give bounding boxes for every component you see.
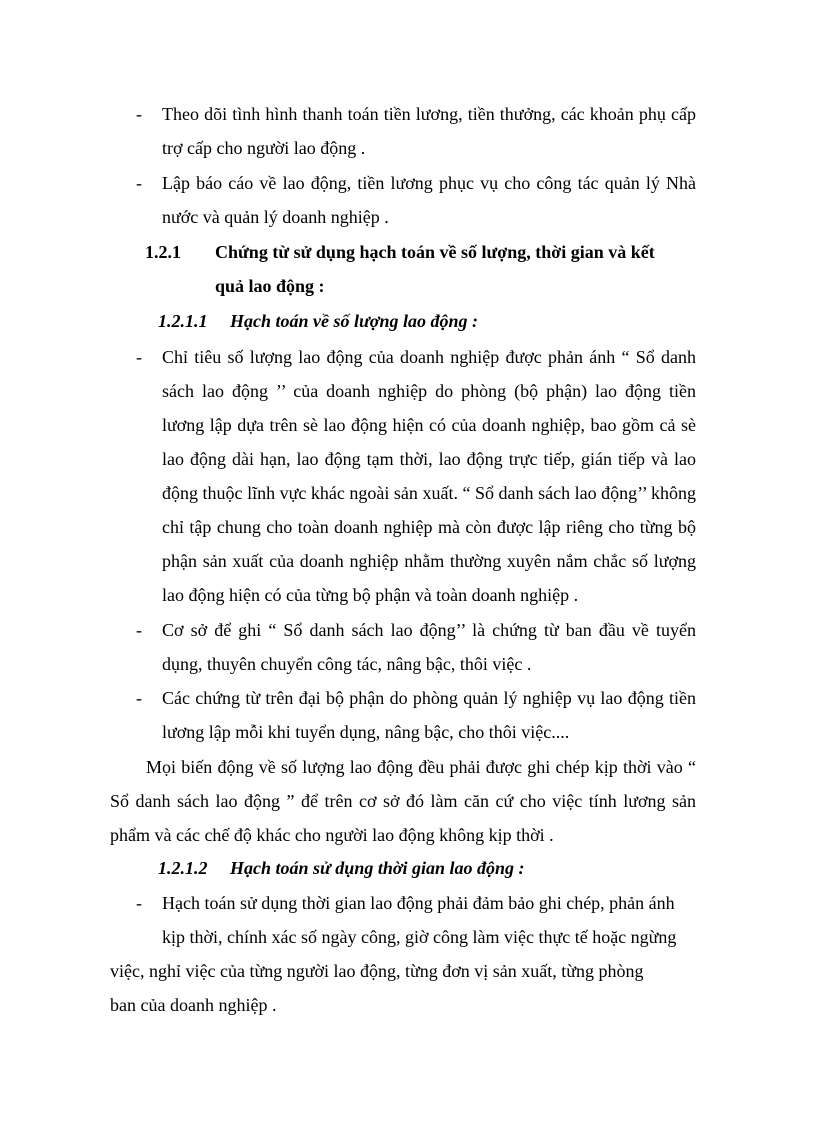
bullet-text-line: việc, nghỉ việc của từng người lao động, từng đơn vị sản xuất, từng phòng xyxy=(110,961,644,981)
subsection-number: 1.2.1.1 xyxy=(158,311,208,331)
list-item xyxy=(136,613,696,681)
bullet-dash: - xyxy=(136,104,142,124)
section-number: 1.2.1 xyxy=(145,242,181,262)
bullet-dash: - xyxy=(136,173,142,193)
list-item xyxy=(136,681,696,749)
subsection-title: Hạch toán về số lượng lao động : xyxy=(230,311,478,331)
list-item xyxy=(136,166,696,234)
subsection-number: 1.2.1.2 xyxy=(158,858,208,878)
bullet-text: Cơ sở để ghi “ Sổ danh sách lao động’’ là chứng từ ban đầu về tuyển dụng, thuyên chuyển công tác, nâng bậc, thôi việc . xyxy=(162,620,696,674)
bullet-text: Theo dõi tình hình thanh toán tiền lương, tiền thưởng, các khoản phụ cấp trợ cấp cho người lao động . xyxy=(162,104,696,158)
bullet-dash: - xyxy=(136,688,142,708)
bullet-dash: - xyxy=(136,893,142,913)
bullet-text: Các chứng từ trên đại bộ phận do phòng quản lý nghiệp vụ lao động tiền lương lập mỗi khi tuyển dụng, nâng bậc, cho thôi việc.... xyxy=(162,688,696,742)
bullet-text-line: kịp thời, chính xác số ngày công, giờ công làm việc thực tế hoặc ngừng xyxy=(162,927,677,947)
bullet-text-line: ban của doanh nghiệp . xyxy=(110,995,277,1015)
list-item xyxy=(136,340,696,612)
body-paragraph: Mọi biến động về số lượng lao động đều phải được ghi chép kịp thời vào “ Sổ danh sách lao động ” để trên cơ sở đó làm căn cứ cho việc tính lương sản phẩm và các chế độ khác cho người lao động không kịp thời . xyxy=(110,757,696,845)
bullet-text: Chỉ tiêu số lượng lao động của doanh nghiệp được phản ánh “ Sổ danh sách lao động ’’ của doanh nghiệp do phòng (bộ phận) lao động tiền lương lập dựa trên sè lao động hiện có của doanh nghiệp, bao gồm cả sè lao động dài hạn, lao động tạm thời, lao động trực tiếp, gián tiếp và lao động thuộc lĩnh vực khác ngoài sản xuất. “ Sổ danh sách lao động’’ không chỉ tập chung cho toàn doanh nghiệp mà còn được lập riêng cho từng bộ phận sản xuất của doanh nghiệp nhằm thường xuyên nắm chắc số lượng lao động hiện có của từng bộ phận và toàn doanh nghiệp . xyxy=(162,347,696,605)
bullet-text-line: Hạch toán sử dụng thời gian lao động phải đảm bảo ghi chép, phản ánh xyxy=(162,893,675,913)
list-item xyxy=(136,97,696,165)
bullet-dash: - xyxy=(136,620,142,640)
subsection-title: Hạch toán sử dụng thời gian lao động : xyxy=(230,858,525,878)
bullet-dash: - xyxy=(136,347,142,367)
section-title: Chứng từ sử dụng hạch toán về số lượng, thời gian và kết xyxy=(215,242,655,262)
bullet-text: Lập báo cáo về lao động, tiền lương phục vụ cho công tác quản lý Nhà nước và quản lý doanh nghiệp . xyxy=(162,173,696,227)
section-title-continued: quả lao động : xyxy=(215,276,325,296)
